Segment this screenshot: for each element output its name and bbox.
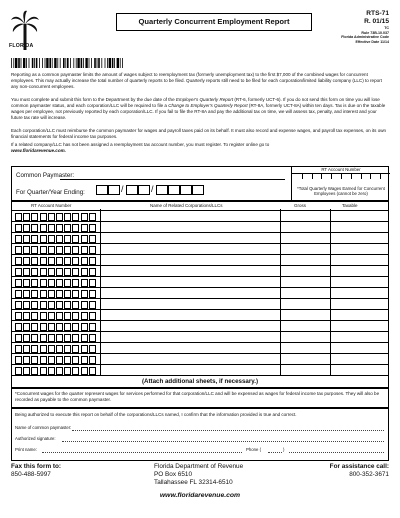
rt-account-digit-box[interactable] [23, 257, 30, 265]
barcode-bar [85, 58, 87, 68]
rt-account-digit-box[interactable] [31, 268, 38, 276]
rt-account-digit-box[interactable] [48, 213, 55, 221]
rt-account-digit-box[interactable] [48, 224, 55, 232]
rt-account-digit-box[interactable] [15, 356, 22, 364]
rt-account-digit-box[interactable] [48, 301, 55, 309]
rt-account-digit-box[interactable] [40, 356, 47, 364]
paymaster-name-label: Name of common paymaster: [15, 425, 72, 430]
certification-text: Being authorized to execute this report on behalf of the corporations/LLCs named, I confirm that the information provided is true and correct. [15, 412, 297, 417]
rt-account-digit-box[interactable] [40, 235, 47, 243]
address-line-1: Florida Department of Revenue [154, 463, 244, 470]
rt-account-digit-box[interactable] [89, 224, 96, 232]
quarter-year-box-2[interactable] [168, 185, 180, 195]
rt-account-digit-box[interactable] [40, 268, 47, 276]
table-row [12, 254, 388, 265]
column-divider [280, 209, 281, 376]
rt-account-digit-box[interactable] [64, 268, 71, 276]
rt-account-digit-box[interactable] [15, 257, 22, 265]
rt-account-digit-box[interactable] [72, 268, 79, 276]
barcode-bar [109, 58, 111, 68]
quarter-day-box-1[interactable] [126, 185, 138, 195]
rt-account-digit-box[interactable] [56, 334, 63, 342]
table-row [12, 331, 388, 342]
rt-account-digit-box[interactable] [81, 301, 88, 309]
barcode-bar [117, 58, 119, 68]
rt-account-digit-box[interactable] [81, 235, 88, 243]
rt-account-digit-box[interactable] [31, 246, 38, 254]
table-row [12, 298, 388, 309]
barcode-bar [67, 58, 69, 68]
barcode-bar [120, 58, 121, 68]
related-corporations-table [11, 201, 389, 388]
rt-account-digit-box[interactable] [56, 279, 63, 287]
signature-field[interactable] [62, 441, 384, 442]
rt-account-digit-box[interactable] [81, 312, 88, 320]
barcode-bar [11, 58, 12, 68]
rt-account-digit-box[interactable] [89, 323, 96, 331]
quarter-year-box-1[interactable] [156, 185, 168, 195]
rt-account-digit-box[interactable] [56, 367, 63, 375]
print-name-label: Print name: [15, 447, 37, 452]
form-tc: TC [384, 26, 389, 30]
rt-account-digit-box[interactable] [72, 279, 79, 287]
form-code-block [341, 10, 389, 44]
rt-account-digit-box[interactable] [81, 323, 88, 331]
rt-account-digit-box[interactable] [81, 356, 88, 364]
rt-account-digit-box[interactable] [89, 290, 96, 298]
form-number: RTS-71 [366, 10, 389, 17]
rt-account-digit-box[interactable] [64, 246, 71, 254]
rt-account-digit-box[interactable] [72, 323, 79, 331]
rt-account-digit-box[interactable] [81, 290, 88, 298]
rt-account-digit-box[interactable] [64, 301, 71, 309]
barcode-bar [122, 58, 123, 68]
col-header-rt-account: RT Account Number [31, 203, 72, 208]
date-slash: / [121, 184, 124, 194]
barcode-bar [15, 58, 17, 68]
col-header-name: Name of Related Corporations/LLCs [150, 203, 223, 208]
rt-account-digit-box[interactable] [23, 268, 30, 276]
barcode-bar [107, 58, 108, 68]
rt-account-digit-divider [380, 173, 390, 179]
rt-account-digit-divider [341, 173, 351, 179]
barcode-bar [23, 58, 25, 68]
rt-account-digit-box[interactable] [48, 345, 55, 353]
barcode-bar [65, 58, 66, 68]
rt-account-digit-box[interactable] [89, 312, 96, 320]
rt-account-digit-box[interactable] [72, 367, 79, 375]
rt-account-digit-box[interactable] [56, 246, 63, 254]
rt-account-digit-box[interactable] [81, 268, 88, 276]
rt-account-digit-box[interactable] [89, 279, 96, 287]
table-row [12, 276, 388, 287]
rt-account-digit-box[interactable] [40, 367, 47, 375]
rt-account-digit-box[interactable] [40, 279, 47, 287]
form-revision: R. 01/15 [364, 18, 389, 25]
rt-account-digit-box[interactable] [23, 323, 30, 331]
rt-account-digit-divider [312, 173, 322, 179]
rt-account-digit-box[interactable] [23, 356, 30, 364]
barcode-bar [18, 58, 20, 68]
rt-account-digit-divider [321, 173, 331, 179]
barcode-bar [45, 58, 46, 68]
barcode-bar [21, 58, 22, 68]
signature-label: Authorized signature: [15, 436, 56, 441]
register-link[interactable]: www.floridarevenue.com. [11, 147, 66, 153]
rt-account-digit-divider [351, 173, 361, 179]
rt-account-digit-box[interactable] [72, 301, 79, 309]
quarter-year-box-3[interactable] [180, 185, 192, 195]
rt-account-digit-box[interactable] [23, 301, 30, 309]
rt-account-digit-box[interactable] [56, 235, 63, 243]
rt-account-digit-box[interactable] [23, 345, 30, 353]
rt-account-digit-box[interactable] [81, 224, 88, 232]
rt-account-digit-box[interactable] [72, 334, 79, 342]
rt-account-digit-box[interactable] [31, 301, 38, 309]
rt-account-digit-box[interactable] [89, 235, 96, 243]
rt-account-digit-box[interactable] [56, 257, 63, 265]
rt-account-digit-box[interactable] [56, 301, 63, 309]
rt-account-digit-box[interactable] [56, 290, 63, 298]
print-name-field[interactable] [42, 452, 242, 453]
table-row [12, 353, 388, 364]
rt-account-digit-box[interactable] [64, 367, 71, 375]
rt-account-digit-box[interactable] [48, 268, 55, 276]
fax-label: Fax this form to: [11, 463, 62, 470]
barcode-bar [32, 58, 34, 68]
rt-account-digit-box[interactable] [31, 290, 38, 298]
form-title: Quarterly Concurrent Employment Report [116, 13, 312, 31]
rt-account-digit-box[interactable] [64, 345, 71, 353]
barcode-bar [91, 58, 92, 68]
table-row [12, 221, 388, 232]
paymaster-section [11, 166, 389, 201]
rt-account-digit-box[interactable] [89, 356, 96, 364]
rt-account-digit-box[interactable] [56, 312, 63, 320]
rt-account-digit-box[interactable] [81, 367, 88, 375]
rt-account-digit-box[interactable] [48, 290, 55, 298]
rt-account-digit-divider [361, 173, 371, 179]
barcode-bar [89, 58, 90, 68]
rt-account-digit-box[interactable] [31, 257, 38, 265]
rt-account-digit-box[interactable] [64, 235, 71, 243]
barcode-bar [46, 58, 48, 68]
form-rule: Rule 73B-10.037 [361, 30, 389, 35]
rt-account-digit-box[interactable] [40, 213, 47, 221]
barcode-bar [81, 58, 83, 68]
rt-account-digit-box[interactable] [40, 257, 47, 265]
phone-number-field[interactable] [289, 452, 384, 453]
rt-account-digit-box[interactable] [64, 290, 71, 298]
rt-account-digit-box[interactable] [40, 334, 47, 342]
intro-paragraph-1: Reporting as a common paymaster limits the amount of wages subject to reemployment tax (formerly unemployment tax) to the first $7,000 of the combined wages for concurrent employees. This may actually increase the total number of quarterly reports to be filed. Quarterly reports still need to be filed for each corporation/limited liability company (LLC) to report any non-concurrent employees. [11, 72, 382, 89]
rt-account-digit-box[interactable] [56, 345, 63, 353]
concurrent-wages-note-box [11, 388, 389, 408]
barcode-bar [29, 58, 30, 68]
rt-account-digit-divider [331, 173, 341, 179]
attach-sheets-note: (Attach additional sheets, if necessary.) [12, 375, 388, 387]
rt-account-digit-box[interactable] [72, 257, 79, 265]
rt-account-digit-box[interactable] [23, 290, 30, 298]
rt-account-digit-box[interactable] [72, 356, 79, 364]
assistance-number: 800-352-3671 [349, 471, 389, 478]
column-divider [100, 209, 101, 376]
table-row [12, 243, 388, 254]
table-row [12, 232, 388, 243]
rt-account-digit-box[interactable] [31, 224, 38, 232]
barcode-bar [73, 58, 74, 68]
rt-account-digit-box[interactable] [15, 224, 22, 232]
barcode-bar [76, 58, 77, 68]
fax-number: 850-488-5997 [11, 471, 51, 478]
barcode-bar [42, 58, 43, 68]
rt-account-digit-box[interactable] [48, 323, 55, 331]
barcode-bar [52, 58, 53, 68]
barcode-bar [13, 58, 14, 68]
rt-account-digit-box[interactable] [48, 235, 55, 243]
rt-account-digit-box[interactable] [15, 235, 22, 243]
column-divider [330, 209, 331, 376]
rt-account-digit-box[interactable] [15, 268, 22, 276]
barcode-bar [83, 58, 84, 68]
rt-account-digit-box[interactable] [31, 345, 38, 353]
table-row [12, 287, 388, 298]
barcode-bar [98, 58, 100, 68]
rt-account-digit-box[interactable] [89, 334, 96, 342]
rt-account-digit-box[interactable] [89, 213, 96, 221]
rt-account-digit-box[interactable] [72, 246, 79, 254]
barcode-bar [97, 58, 98, 68]
rt-account-digit-box[interactable] [31, 235, 38, 243]
barcode-bar [94, 58, 96, 68]
rt-account-digit-box[interactable] [81, 246, 88, 254]
barcode-bar [114, 58, 115, 68]
rt-account-digit-box[interactable] [56, 213, 63, 221]
barcode-bar [60, 58, 61, 68]
footer-website-link[interactable]: www.floridarevenue.com [159, 492, 241, 499]
rt-account-digit-box[interactable] [64, 356, 71, 364]
rt-account-digit-box[interactable] [31, 279, 38, 287]
rt-account-digit-box[interactable] [81, 279, 88, 287]
phone-area-code-field[interactable] [268, 452, 282, 453]
rt-account-digit-box[interactable] [31, 312, 38, 320]
rt-account-digit-box[interactable] [56, 224, 63, 232]
rt-account-digit-box[interactable] [15, 367, 22, 375]
concurrent-wages-note: *Concurrent wages for the quarter represent wages for services performed for that corporation/LLC and will be expensed as wages for federal income tax purposes. They will also be recorded as payable to the common paymaster. [15, 391, 380, 402]
rt-account-digit-box[interactable] [40, 301, 47, 309]
rt-account-digit-box[interactable] [72, 213, 79, 221]
rt-account-digit-box[interactable] [64, 334, 71, 342]
rt-account-digit-box[interactable] [89, 345, 96, 353]
barcode-bar [36, 58, 38, 68]
rt-account-digit-box[interactable] [23, 367, 30, 375]
rt-account-digit-box[interactable] [72, 235, 79, 243]
rt-account-digit-box[interactable] [23, 224, 30, 232]
rt-account-digit-box[interactable] [89, 246, 96, 254]
rt-account-digit-box[interactable] [72, 224, 79, 232]
barcode-bar [57, 58, 58, 68]
phone-label: Phone ( [246, 447, 262, 452]
rt-account-digit-box[interactable] [15, 279, 22, 287]
table-row [12, 320, 388, 331]
paymaster-name-field[interactable] [72, 430, 384, 431]
total-wages-note: *Total Quarterly Wages Earned for Concurrent Employees (cannot be zero) [297, 186, 385, 197]
rt-account-digit-box[interactable] [31, 356, 38, 364]
rt-account-digit-box[interactable] [48, 367, 55, 375]
rt-account-digit-box[interactable] [15, 312, 22, 320]
rt-account-digit-box[interactable] [40, 312, 47, 320]
rt-account-digit-box[interactable] [15, 345, 22, 353]
rt-account-digit-box[interactable] [40, 224, 47, 232]
table-row [12, 210, 388, 221]
intro-paragraph-4: If a related company/LLC has not been assigned a reemployment tax account number, you must register. To register online go to www.floridarevenue.com. [11, 142, 270, 153]
date-slash: / [151, 184, 154, 194]
rt-account-digit-box[interactable] [23, 312, 30, 320]
rt-account-digit-box[interactable] [15, 213, 22, 221]
rt-account-digit-box[interactable] [89, 268, 96, 276]
rt-account-digit-box[interactable] [40, 290, 47, 298]
rt-account-digit-box[interactable] [72, 345, 79, 353]
quarter-day-box-2[interactable] [138, 185, 150, 195]
col-header-gross: Gross [294, 203, 307, 208]
barcode-bar [112, 58, 114, 68]
barcode-bar [54, 58, 56, 68]
rt-account-number-label: RT Account Number [292, 167, 390, 174]
rt-account-digit-box[interactable] [40, 345, 47, 353]
barcode-bar [101, 58, 102, 68]
table-row [12, 265, 388, 276]
rt-account-digit-box[interactable] [31, 367, 38, 375]
rt-account-digit-box[interactable] [81, 334, 88, 342]
rt-account-digit-box[interactable] [31, 213, 38, 221]
rt-account-digit-box[interactable] [89, 257, 96, 265]
rt-account-digit-box[interactable] [15, 290, 22, 298]
barcode-bar [34, 58, 35, 68]
barcode-bar [26, 58, 27, 68]
rt-account-digit-box[interactable] [23, 279, 30, 287]
rt-account-digit-box[interactable] [48, 334, 55, 342]
barcode-bar [49, 58, 51, 68]
rt-account-digit-box[interactable] [23, 213, 30, 221]
rt-account-digit-box[interactable] [48, 257, 55, 265]
rt-account-digit-box[interactable] [31, 323, 38, 331]
rt-account-digit-box[interactable] [15, 301, 22, 309]
barcode-bar [63, 58, 65, 68]
rt-account-digit-box[interactable] [89, 367, 96, 375]
quarter-month-box-1[interactable] [96, 185, 108, 195]
rt-account-digit-box[interactable] [23, 334, 30, 342]
quarter-year-box-4[interactable] [192, 185, 204, 195]
rt-account-digit-box[interactable] [15, 246, 22, 254]
rt-account-digit-box[interactable] [23, 246, 30, 254]
certification-section [11, 408, 389, 461]
rt-account-digit-box[interactable] [64, 312, 71, 320]
table-row [12, 309, 388, 320]
mailing-address [154, 463, 243, 487]
rt-account-digit-box[interactable] [72, 290, 79, 298]
rt-account-digit-box[interactable] [64, 213, 71, 221]
quarter-year-label: For Quarter/Year Ending: [16, 189, 85, 196]
rt-account-digit-box[interactable] [89, 301, 96, 309]
phone-close-paren: ) [283, 447, 285, 452]
common-paymaster-label: Common Paymaster: [16, 172, 75, 179]
rt-account-digit-box[interactable] [40, 246, 47, 254]
rt-account-digit-box[interactable] [48, 312, 55, 320]
rt-account-digit-box[interactable] [40, 323, 47, 331]
rt-account-digit-divider [370, 173, 380, 179]
barcode-bar [105, 58, 106, 68]
assistance-label: For assistance call: [329, 463, 389, 470]
rt-account-digit-box[interactable] [48, 246, 55, 254]
rt-account-digit-box[interactable] [64, 279, 71, 287]
form-effective-date: Effective Date 11/14 [355, 39, 389, 44]
col-header-taxable: Taxable [342, 203, 358, 208]
rt-account-digit-box[interactable] [72, 312, 79, 320]
address-line-3: Tallahassee FL 32314-6510 [154, 479, 233, 486]
rt-account-number-field[interactable] [291, 167, 389, 200]
table-row [12, 342, 388, 353]
barcode-bar [77, 58, 79, 68]
intro-paragraph-2: You must complete and submit this form to the Department by the due date of the Employer's Quarterly Report (RT-6, formerly UCT-6). If you do not send this form on time you will lose common paymaster status, and each corporation/LLC will be required to file a Change to Employer's Quarterly Report (RT-8A, formerly UCT-8A) within ten days. Tax is due on the taxable wages per employee, not previously reported by each corporation/LLC. If you fail to file the RT-8A and pay the additional tax on time, we will assess tax, penalty, and interest and your future tax rate will increase. [11, 97, 386, 120]
barcode-bar [70, 58, 71, 68]
rt-account-digit-box[interactable] [48, 356, 55, 364]
table-row [12, 364, 388, 375]
rt-account-digit-box[interactable] [64, 224, 71, 232]
intro-paragraph-3: Each corporation/LLC must reimburse the common paymaster for wages and payroll taxes paid on its behalf. It must also record and expense wages, and payroll tax expenses, on its own financial statements for federal income tax purposes. [11, 128, 387, 139]
rt-account-digit-box[interactable] [15, 323, 22, 331]
rt-account-digit-box[interactable] [64, 257, 71, 265]
rt-account-digit-box[interactable] [31, 334, 38, 342]
form-admin-code: Florida Administrative Code [341, 35, 389, 40]
address-line-2: PO Box 6510 [154, 471, 193, 478]
florida-wordmark: FLORIDA [9, 43, 34, 49]
rt-account-digit-box[interactable] [56, 268, 63, 276]
rt-account-digit-box[interactable] [56, 323, 63, 331]
barcode [11, 58, 123, 68]
common-paymaster-input[interactable] [60, 179, 285, 180]
rt-account-digit-box[interactable] [23, 235, 30, 243]
rt-account-digit-box[interactable] [81, 345, 88, 353]
rt-account-digit-box[interactable] [81, 213, 88, 221]
rt-account-digit-box[interactable] [48, 279, 55, 287]
rt-account-digit-box[interactable] [15, 334, 22, 342]
rt-account-digit-divider [302, 173, 312, 179]
rt-account-digit-box[interactable] [64, 323, 71, 331]
quarter-month-box-2[interactable] [108, 185, 120, 195]
barcode-bar [39, 58, 40, 68]
rt-account-digit-box[interactable] [81, 257, 88, 265]
rt-account-digit-box[interactable] [56, 356, 63, 364]
